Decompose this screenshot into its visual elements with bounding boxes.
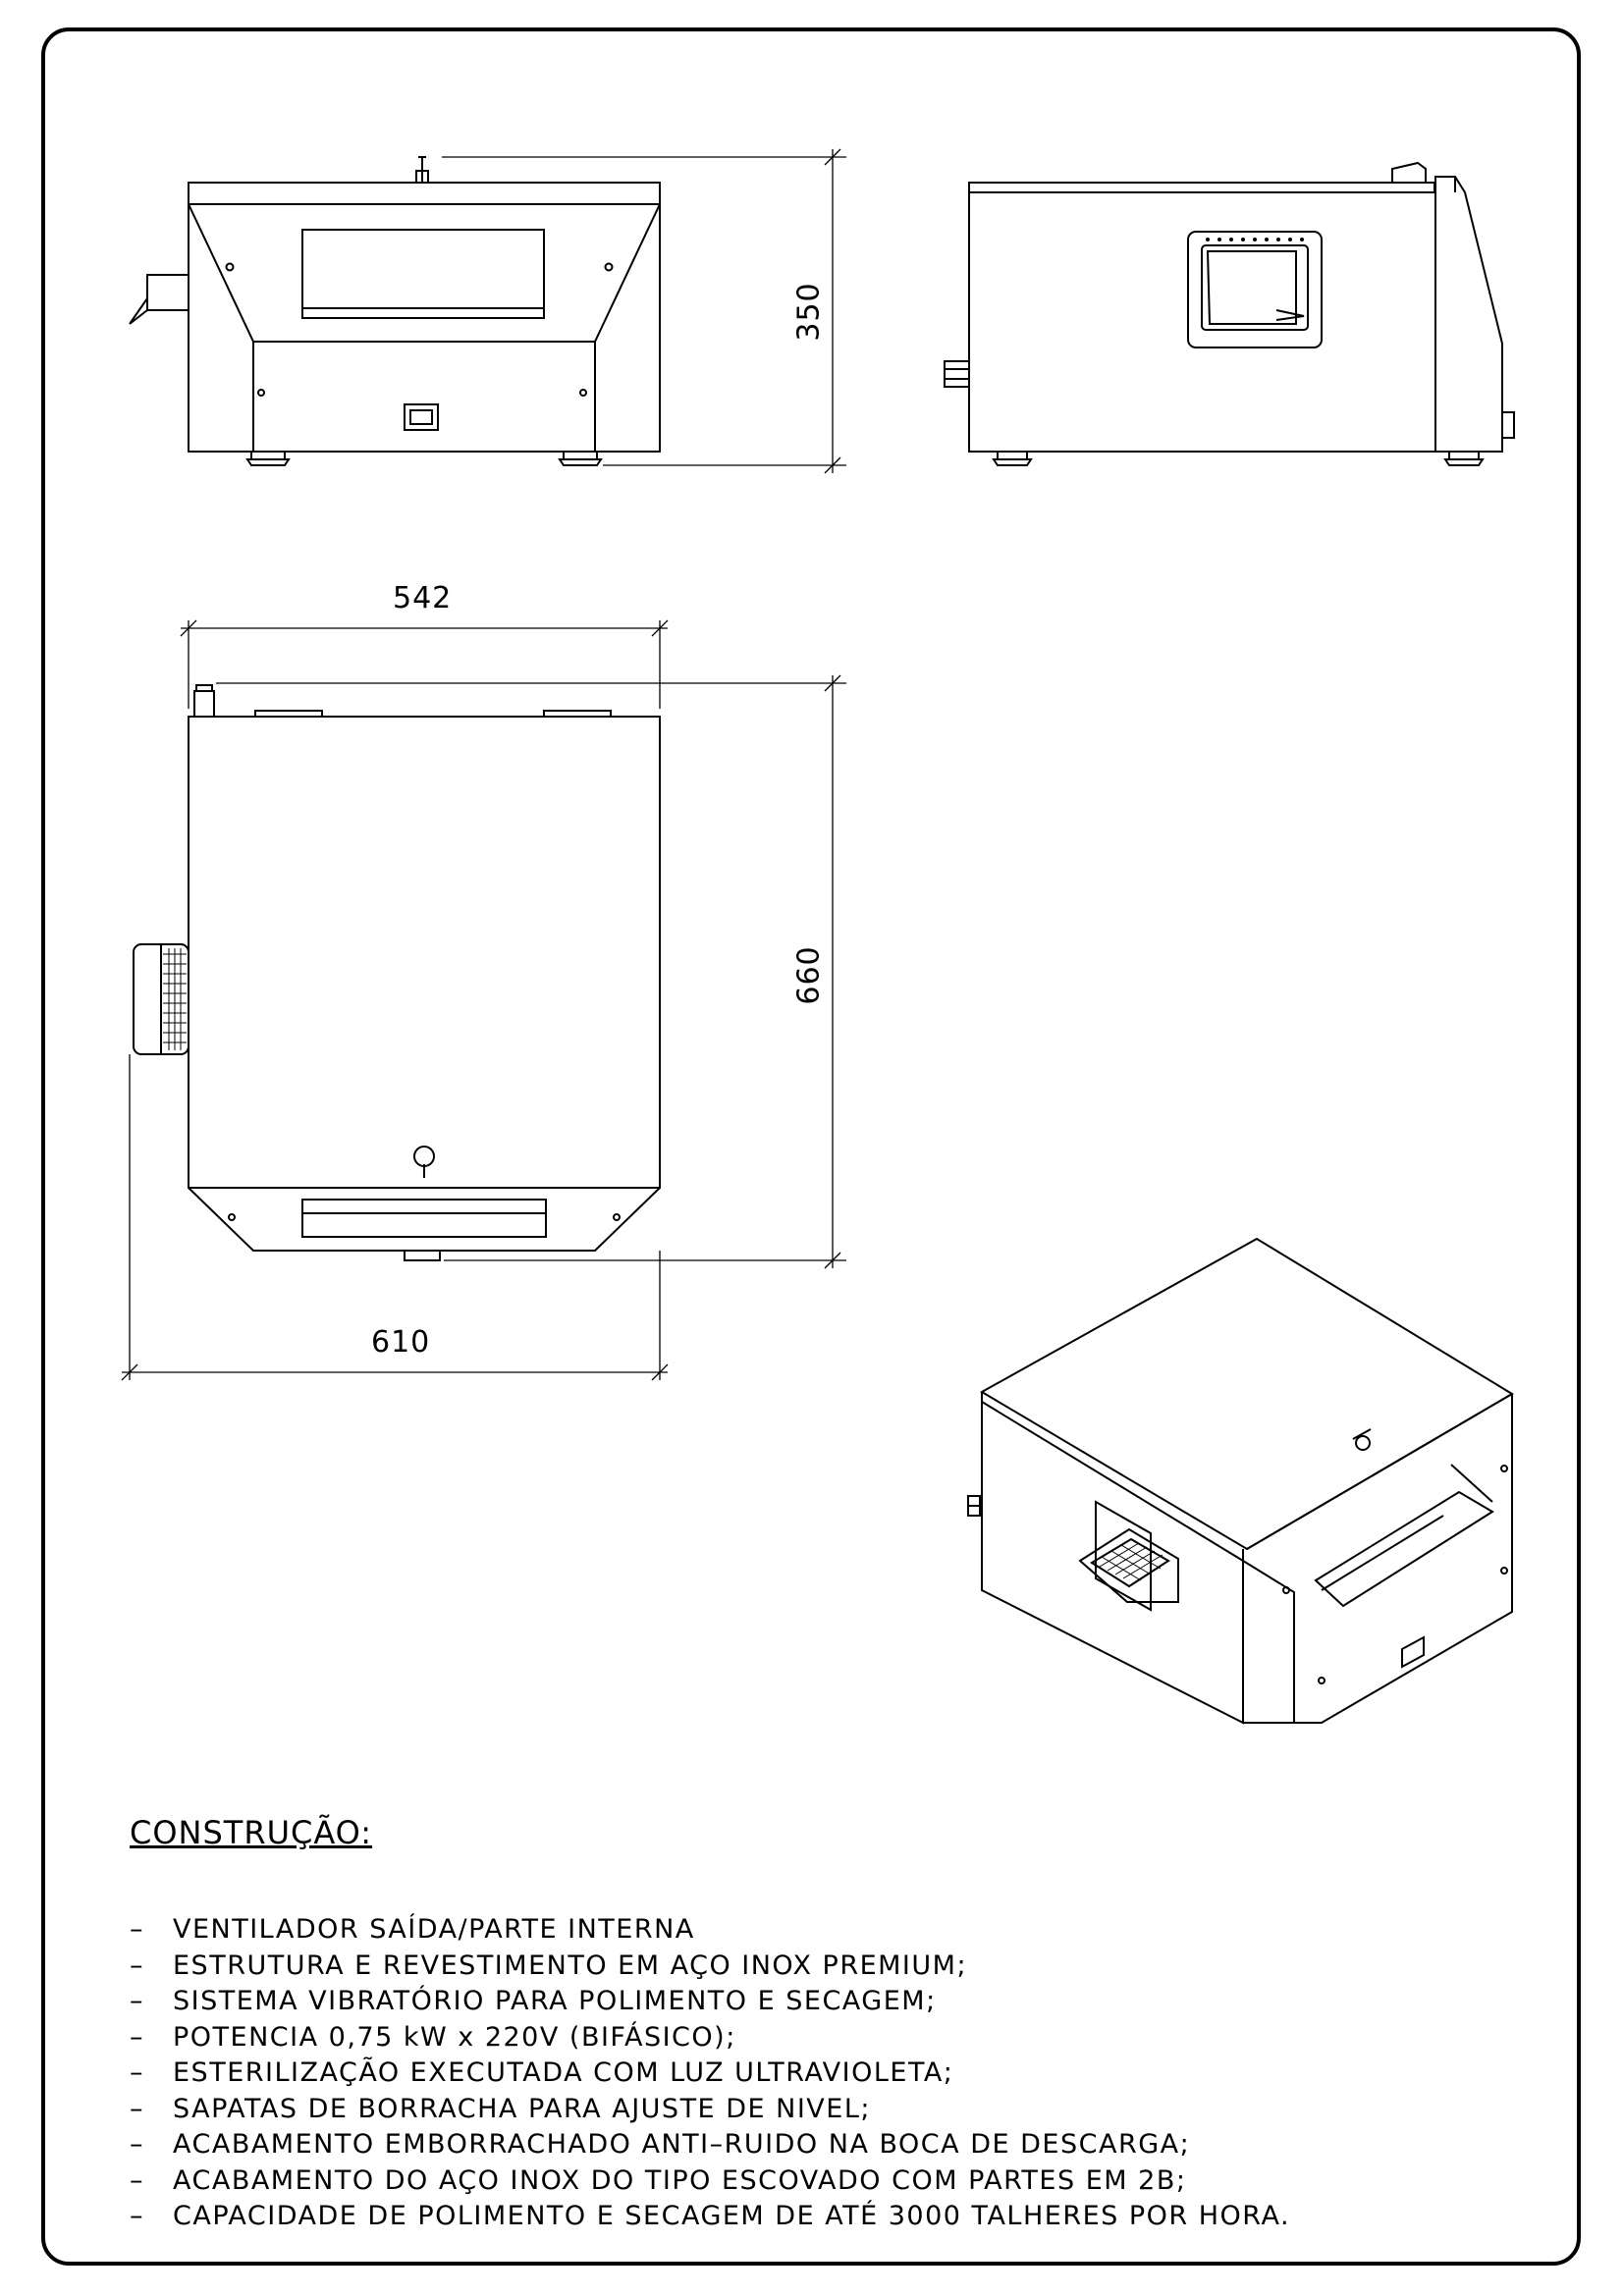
front-view: [130, 157, 660, 465]
list-item-text: CAPACIDADE DE POLIMENTO E SECAGEM DE ATÉ 3000 TALHERES POR HORA.: [173, 2201, 1291, 2231]
list-item: [130, 2020, 1524, 2056]
bullet: –: [130, 2057, 144, 2088]
width-total-label: 610: [371, 1325, 431, 1360]
list-item: [130, 2056, 1524, 2092]
height-dimension: [442, 149, 846, 473]
width-top-label: 542: [393, 581, 453, 615]
list-item: [130, 2199, 1524, 2235]
isometric-view: [968, 1239, 1512, 1723]
height-label: 350: [791, 282, 827, 342]
list-item-text: SISTEMA VIBRATÓRIO PARA POLIMENTO E SECAGEM;: [173, 1986, 937, 2016]
bullet: –: [130, 2021, 144, 2053]
bullet: –: [130, 1914, 144, 1945]
bullet: –: [130, 2164, 144, 2196]
bullet: –: [130, 1949, 144, 1981]
bullet: –: [130, 2129, 144, 2160]
side-view: [945, 163, 1514, 465]
list-item: [130, 2163, 1524, 2200]
top-view: [134, 685, 660, 1260]
list-item-text: ESTERILIZAÇÃO EXECUTADA COM LUZ ULTRAVIOLETA;: [173, 2057, 954, 2088]
bullet: –: [130, 1986, 144, 2016]
list-item-text: ESTRUTURA E REVESTIMENTO EM AÇO INOX PREMIUM;: [173, 1949, 968, 1981]
width-top-dimension: [181, 620, 668, 709]
bullet: –: [130, 2093, 144, 2124]
list-item-text: SAPATAS DE BORRACHA PARA AJUSTE DE NIVEL;: [173, 2093, 871, 2124]
construction-notes: [130, 1814, 1524, 2235]
depth-label: 660: [791, 945, 827, 1005]
list-item-text: POTENCIA 0,75 kW x 220V (BIFÁSICO);: [173, 2021, 736, 2053]
list-item-text: ACABAMENTO DO AÇO INOX DO TIPO ESCOVADO COM PARTES EM 2B;: [173, 2164, 1187, 2196]
list-item: [130, 1912, 1524, 1949]
depth-dimension: [216, 675, 846, 1268]
list-item-text: ACABAMENTO EMBORRACHADO ANTI–RUIDO NA BOCA DE DESCARGA;: [173, 2129, 1191, 2160]
list-item: [130, 1984, 1524, 2020]
list-item-text: VENTILADOR SAÍDA/PARTE INTERNA: [173, 1914, 695, 1945]
construction-list: [130, 1912, 1524, 2235]
list-item: [130, 2127, 1524, 2163]
list-item: [130, 2092, 1524, 2128]
list-item: [130, 1949, 1524, 1985]
construction-title: CONSTRUÇÃO:: [130, 1814, 373, 1851]
bullet: –: [130, 2201, 144, 2231]
